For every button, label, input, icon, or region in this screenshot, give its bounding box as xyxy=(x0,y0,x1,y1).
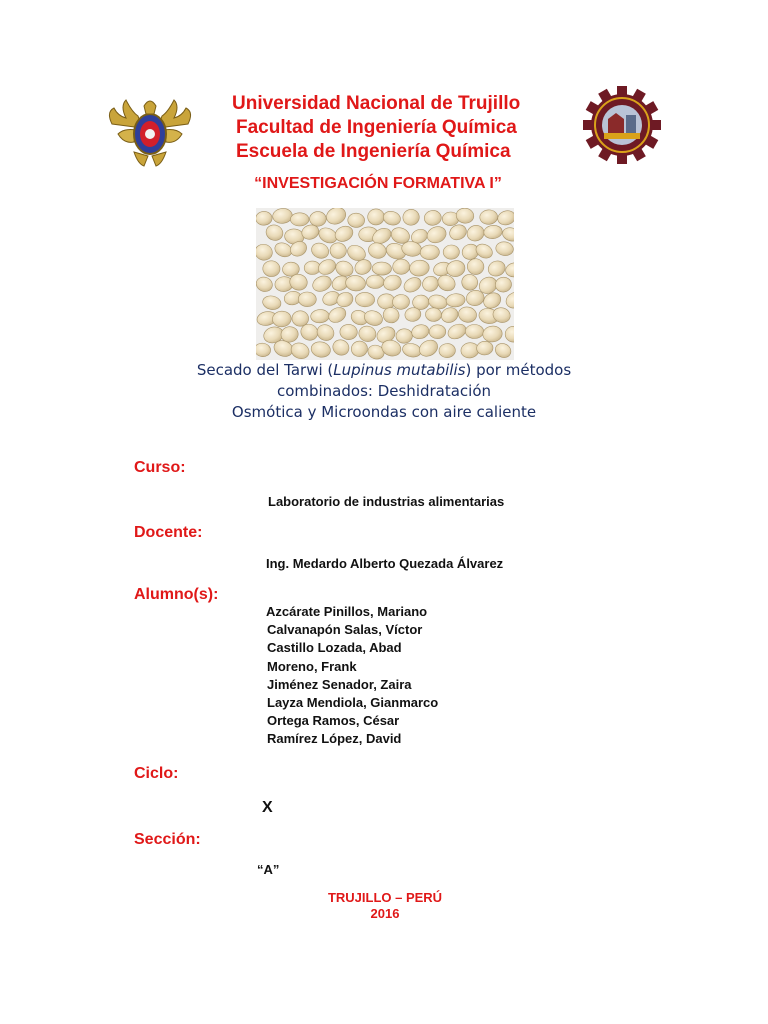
seed-shape xyxy=(393,259,410,274)
university-crest-icon xyxy=(104,94,196,170)
research-title-part-1: Secado del Tarwi ( xyxy=(196,361,334,379)
seed-shape xyxy=(429,325,446,339)
seed-shape xyxy=(309,211,326,226)
students-label: Alumno(s): xyxy=(134,586,219,603)
student-name: Jiménez Senador, Zaira xyxy=(267,676,412,692)
section-value: “A” xyxy=(257,862,280,877)
student-name: Layza Mendiola, Gianmarco xyxy=(267,695,439,711)
teacher-value: Ing. Medardo Alberto Quezada Álvarez xyxy=(266,556,504,571)
cycle-label: Ciclo: xyxy=(134,765,179,782)
course-value: Laboratorio de industrias alimentarias xyxy=(268,494,505,509)
engineering-gear-seal-icon xyxy=(583,86,661,164)
seed-shape xyxy=(443,245,460,260)
student-name: Azcárate Pinillos, Mariano xyxy=(266,604,428,619)
seed-shape xyxy=(366,275,384,289)
student-name: Moreno, Frank xyxy=(267,658,357,674)
school-name: Escuela de Ingeniería Química xyxy=(236,141,511,162)
research-title-line-3: Osmótica y Microondas con aire caliente xyxy=(231,403,537,421)
investigation-title xyxy=(0,175,768,193)
footer-location xyxy=(300,890,470,922)
students-list xyxy=(267,603,438,749)
course-label: Curso: xyxy=(134,459,186,476)
university-name: Universidad Nacional de Trujillo xyxy=(232,93,521,114)
institution-heading xyxy=(232,92,552,164)
research-title-line-1 xyxy=(100,360,668,381)
seed-shape xyxy=(290,213,309,226)
footer-year: 2016 xyxy=(370,906,400,921)
species-name: Lupinus mutabilis xyxy=(333,361,466,379)
research-title-part-2: ) por métodos xyxy=(465,361,572,379)
cycle-value: X xyxy=(262,799,273,816)
seed-shape xyxy=(355,292,374,307)
student-name: Ortega Ramos, César xyxy=(267,713,400,729)
research-title-line-2: combinados: Deshidratación xyxy=(276,382,492,400)
investigation-title-text: “INVESTIGACIÓN FORMATIVA I” xyxy=(254,175,502,192)
student-name: Castillo Lozada, Abad xyxy=(267,640,402,656)
student-name: Ramírez López, David xyxy=(267,731,402,747)
faculty-name: Facultad de Ingeniería Química xyxy=(236,117,517,138)
footer-city: TRUJILLO – PERÚ xyxy=(327,890,443,905)
section-label: Sección: xyxy=(134,831,201,848)
tarwi-seeds-image xyxy=(256,208,514,360)
seed-shape xyxy=(465,324,484,338)
research-title xyxy=(100,360,668,423)
teacher-label: Docente: xyxy=(134,524,203,541)
seed-shape xyxy=(298,292,316,307)
student-name: Calvanapón Salas, Víctor xyxy=(267,622,423,638)
